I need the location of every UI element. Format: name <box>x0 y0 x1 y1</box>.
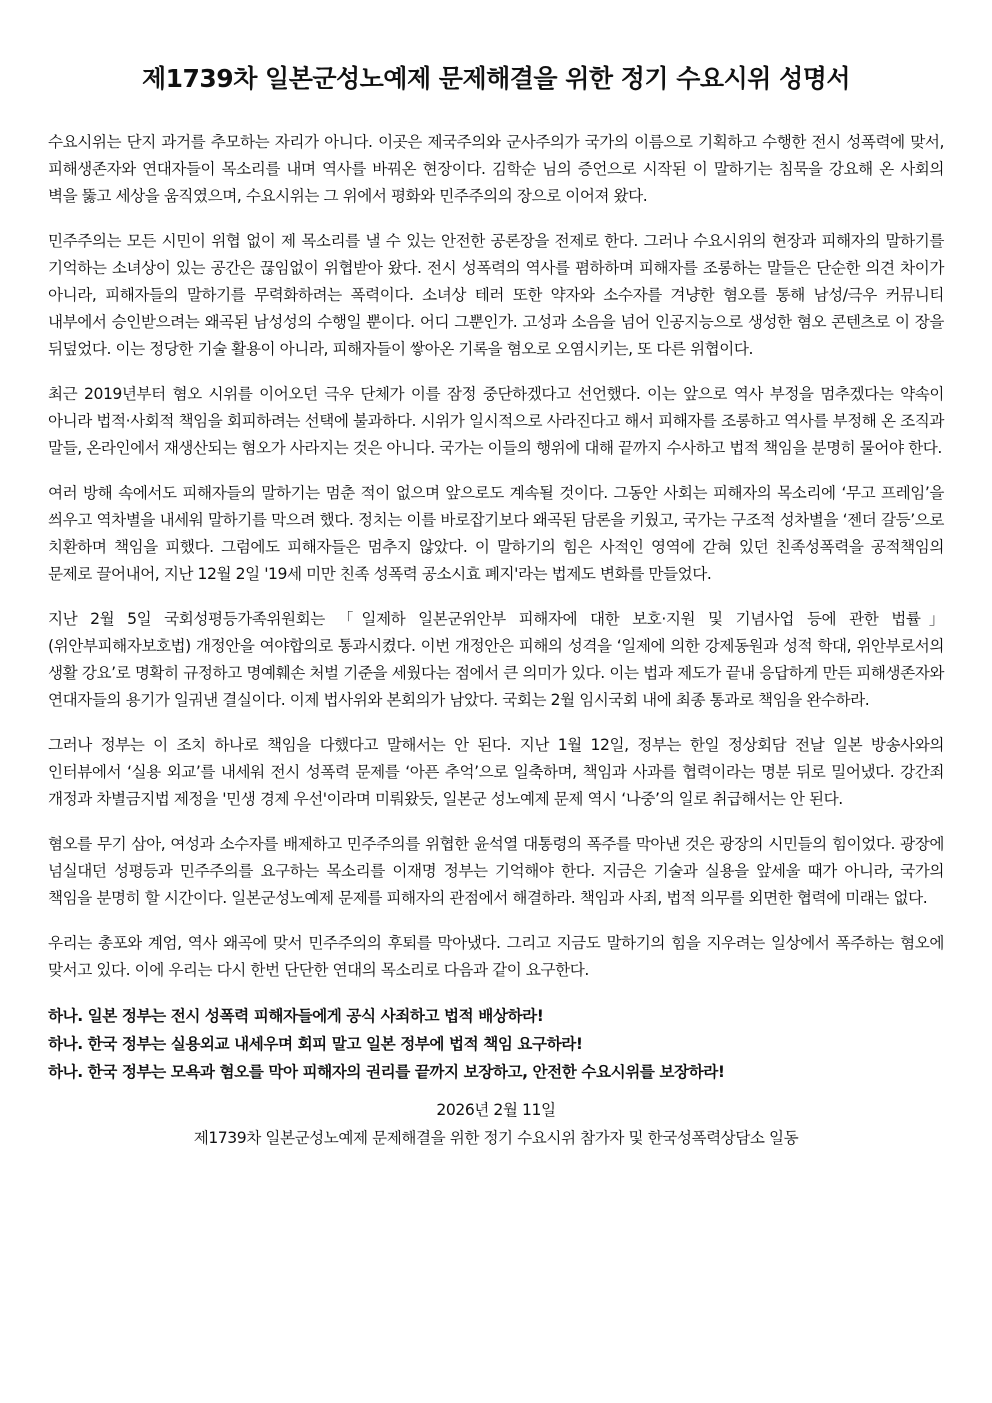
paragraph-4: 여러 방해 속에서도 피해자들의 말하기는 멈춘 적이 없으며 앞으로도 계속될 것이다. 그동안 사회는 피해자의 목소리에 ‘무고 프레임’을 씌우고 역차별을 내세워 말하기를 막으려 했다. 정치는 이를 바로잡기보다 왜곡된 담론을 키웠고, 국가는 구조적 성차별을 ‘젠더 갈등’으로 치환하며 책임을 피했다. 그럼에도 피해자들은 멈추지 않았다. 이 말하기의 힘은 사적인 영역에 갇혀 있던 친족성폭력을 공적책임의 문제로 끌어내어, 지난 12월 2일 '19세 미만 친족 성폭력 공소시효 폐지'라는 법제도 변화를 만들었다. <box>48 484 944 583</box>
paragraph-7: 혐오를 무기 삼아, 여성과 소수자를 배제하고 민주주의를 위협한 윤석열 대통령의 폭주를 막아낸 것은 광장의 시민들의 힘이었다. 광장에 넘실대던 성평등과 민주주의를 요구하는 목소리를 이재명 정부는 기억해야 한다. 지금은 기술과 실용을 앞세울 때가 아니라, 국가의 책임을 분명히 할 시간이다. 일본군성노예제 문제를 피해자의 관점에서 해결하라. 책임과 사죄, 법적 의무를 외면한 협력에 미래는 없다. <box>48 835 944 907</box>
statement-signature: 제1739차 일본군성노예제 문제해결을 위한 정기 수요시위 참가자 및 한국성폭력상담소 일동 <box>193 1129 799 1147</box>
paragraph-5: 지난 2월 5일 국회성평등가족위원회는 「일제하 일본군위안부 피해자에 대한 보호·지원 및 기념사업 등에 관한 법률」(위안부피해자보호법) 개정안을 여야합의로 통과시켰다. 이번 개정안은 피해의 성격을 ‘일제에 의한 강제동원과 성적 학대, 위안부로서의 생활 강요’로 명확히 규정하고 명예훼손 처벌 기준을 세웠다는 점에서 큰 의미가 있다. 이는 법과 제도가 끝내 응답하게 만든 피해생존자와 연대자들의 용기가 일궈낸 결실이다. 이제 법사위와 본회의가 남았다. 국회는 2월 임시국회 내에 최종 통과로 책임을 완수하라. <box>48 610 944 709</box>
demand-item-2: 하나. 한국 정부는 실용외교 내세우며 회피 말고 일본 정부에 법적 책임 요구하라! <box>48 1035 583 1053</box>
paragraph-1: 수요시위는 단지 과거를 추모하는 자리가 아니다. 이곳은 제국주의와 군사주의가 국가의 이름으로 기획하고 수행한 전시 성폭력에 맞서, 피해생존자와 연대자들이 목소리를 내며 역사를 바꿔온 현장이다. 김학순 님의 증언으로 시작된 이 말하기는 침묵을 강요해 온 사회의 벽을 뚫고 세상을 움직였으며, 수요시위는 그 위에서 평화와 민주주의의 장으로 이어져 왔다. <box>48 133 944 205</box>
demand-item-1: 하나. 일본 정부는 전시 성폭력 피해자들에게 공식 사죄하고 법적 배상하라! <box>48 1007 544 1025</box>
statement-date: 2026년 2월 11일 <box>436 1101 556 1119</box>
paragraph-6: 그러나 정부는 이 조치 하나로 책임을 다했다고 말해서는 안 된다. 지난 1월 12일, 정부는 한일 정상회담 전날 일본 방송사와의 인터뷰에서 ‘실용 외교’를 내세워 전시 성폭력 문제를 ‘아픈 추억’으로 일축하며, 책임과 사과를 협력이라는 명분 뒤로 밀어냈다. 강간죄 개정과 차별금지법 제정을 '민생 경제 우선'이라며 미뤄왔듯, 일본군 성노예제 문제 역시 ‘나중’의 일로 취급해서는 안 된다. <box>48 736 944 808</box>
closing-block <box>48 1096 944 1152</box>
paragraph-3: 최근 2019년부터 혐오 시위를 이어오던 극우 단체가 이를 잠정 중단하겠다고 선언했다. 이는 앞으로 역사 부정을 멈추겠다는 약속이 아니라 법적·사회적 책임을 회피하려는 선택에 불과하다. 시위가 일시적으로 사라진다고 해서 피해자를 조롱하고 역사를 부정해 온 조직과 말들, 온라인에서 재생산되는 혐오가 사라지는 것은 아니다. 국가는 이들의 행위에 대해 끝까지 수사하고 법적 책임을 분명히 물어야 한다. <box>48 385 944 457</box>
paragraph-2: 민주주의는 모든 시민이 위협 없이 제 목소리를 낼 수 있는 안전한 공론장을 전제로 한다. 그러나 수요시위의 현장과 피해자의 말하기를 기억하는 소녀상이 있는 공간은 끊임없이 위협받아 왔다. 전시 성폭력의 역사를 폄하하며 피해자를 조롱하는 말들은 단순한 의견 차이가 아니라, 피해자들의 말하기를 무력화하려는 폭력이다. 소녀상 테러 또한 약자와 소수자를 겨냥한 혐오를 통해 남성/극우 커뮤니티 내부에서 승인받으려는 왜곡된 남성성의 수행일 뿐이다. 어디 그뿐인가. 고성과 소음을 넘어 인공지능으로 생성한 혐오 콘텐츠로 이 장을 뒤덮었다. 이는 정당한 기술 활용이 아니라, 피해자들이 쌓아온 기록을 혐오로 오염시키는, 또 다른 위협이다. <box>48 232 944 358</box>
demand-item-3: 하나. 한국 정부는 모욕과 혐오를 막아 피해자의 권리를 끝까지 보장하고, 안전한 수요시위를 보장하라! <box>48 1063 725 1081</box>
demands-list <box>48 1002 944 1086</box>
document-title: 제1739차 일본군성노예제 문제해결을 위한 정기 수요시위 성명서 <box>141 64 851 93</box>
statement-page <box>48 62 944 1152</box>
paragraph-8: 우리는 총포와 계엄, 역사 왜곡에 맞서 민주주의의 후퇴를 막아냈다. 그리고 지금도 말하기의 힘을 지우려는 일상에서 폭주하는 혐오에 맞서고 있다. 이에 우리는 다시 한번 단단한 연대의 목소리로 다음과 같이 요구한다. <box>48 934 944 979</box>
